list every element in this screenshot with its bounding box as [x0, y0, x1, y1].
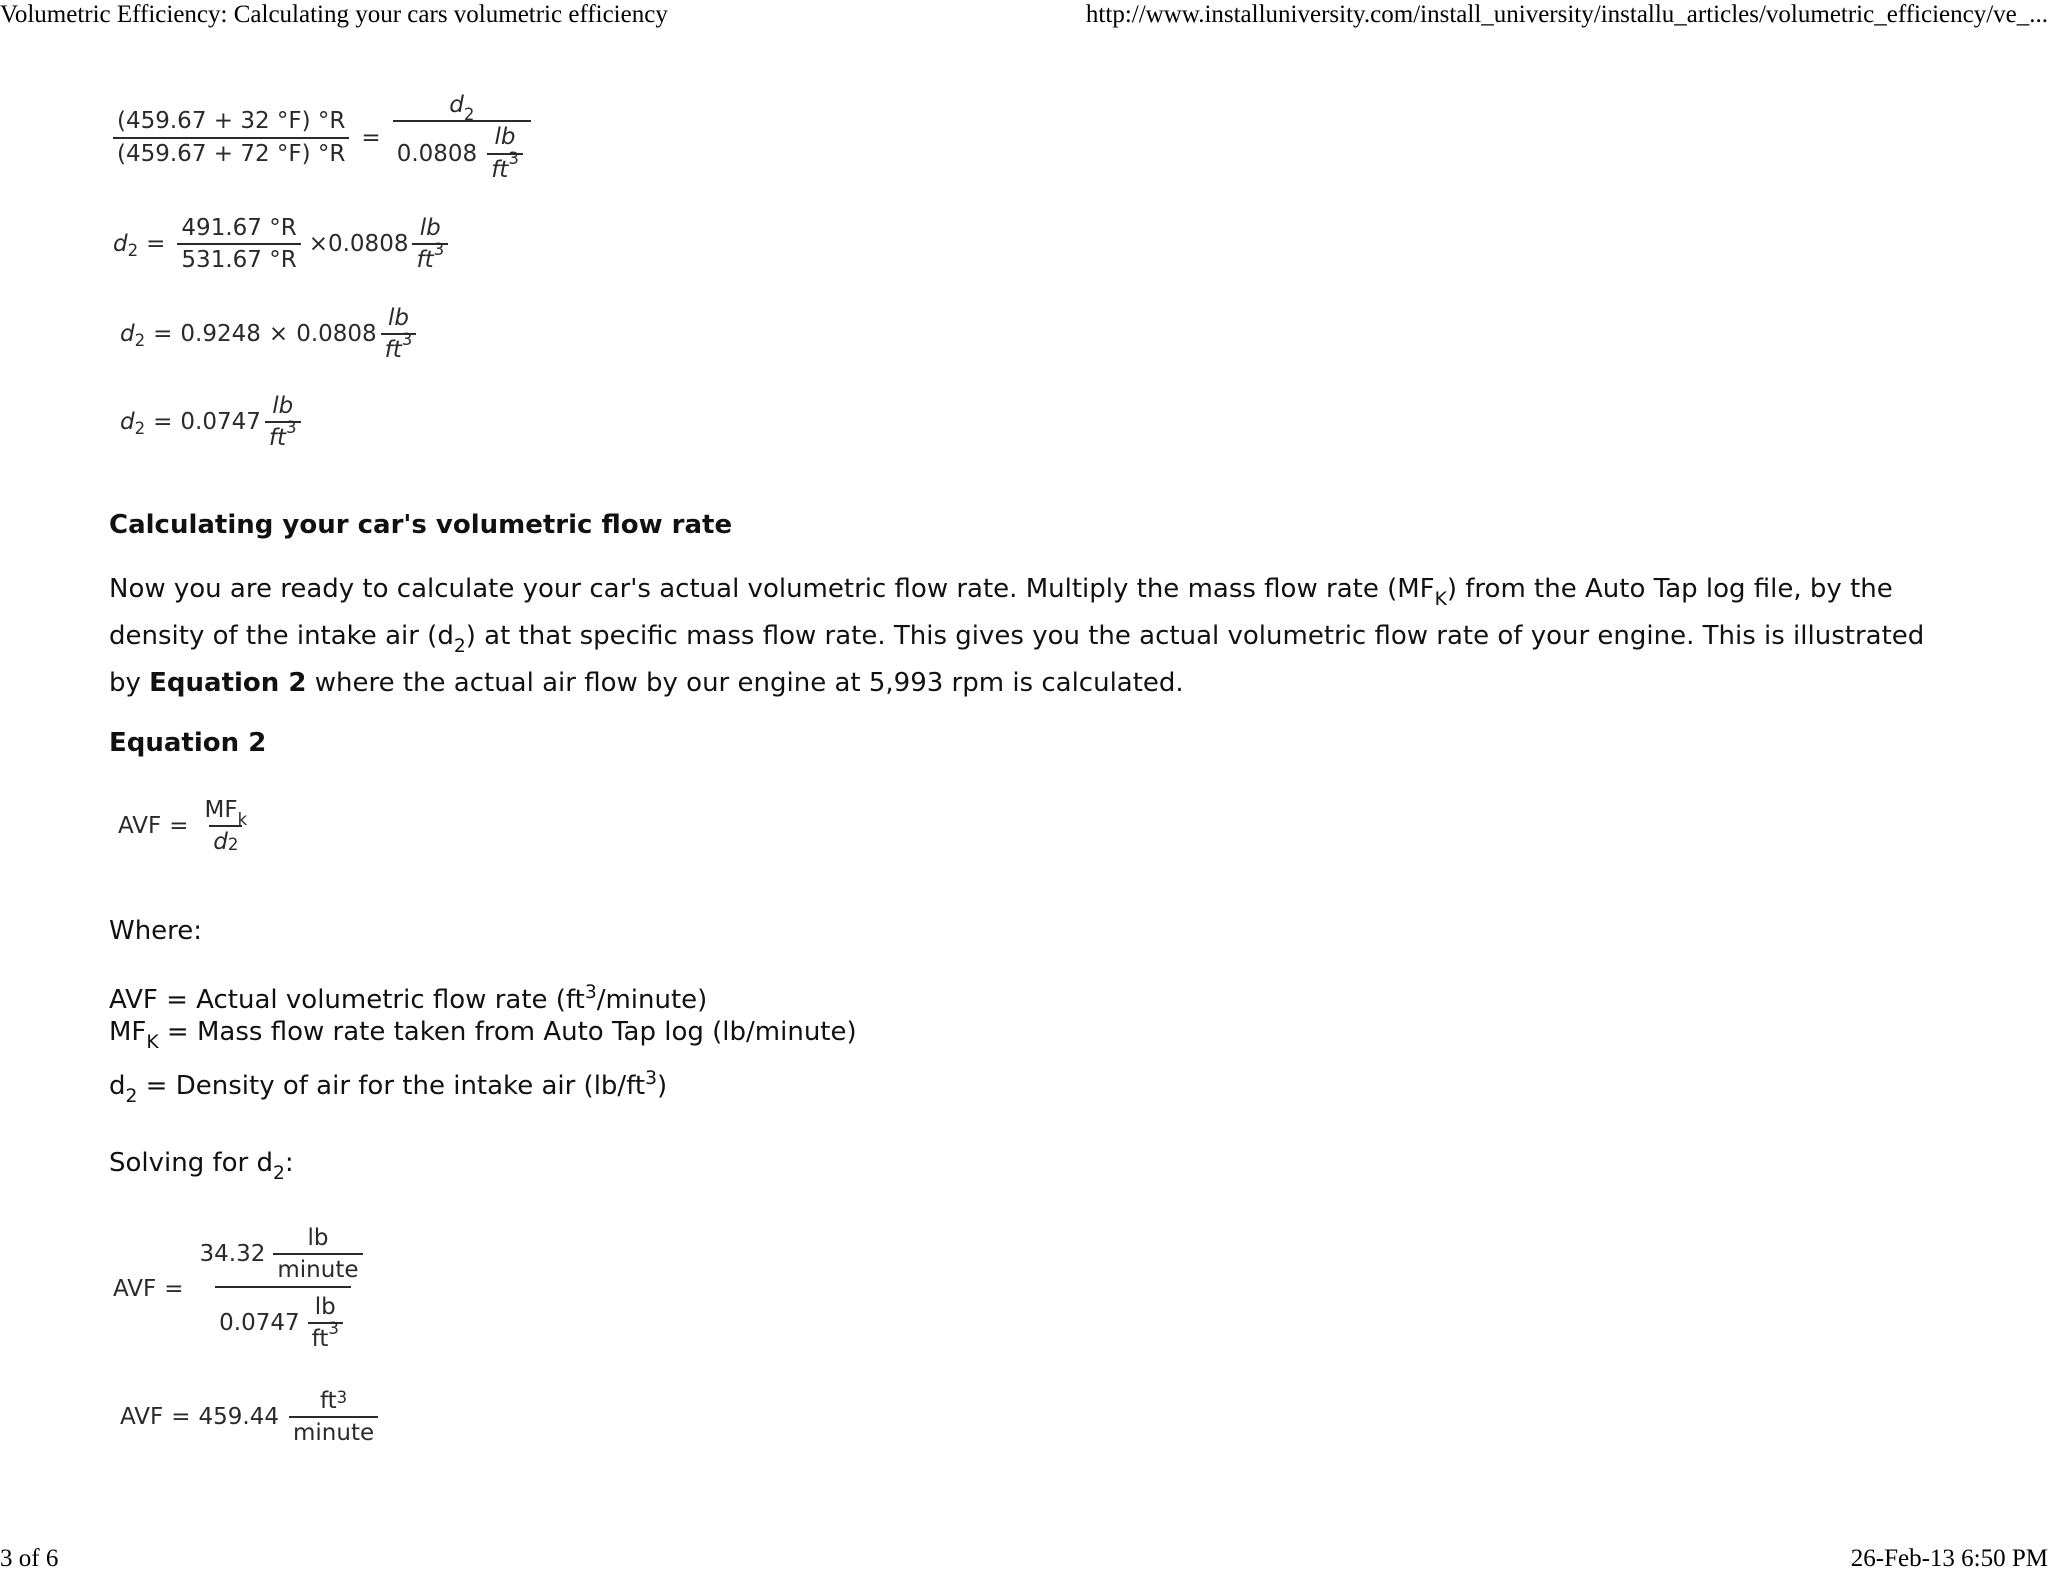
equation-reference: Equation 2: [149, 668, 307, 698]
variable-d: d: [113, 231, 128, 258]
value-a: 0.9248: [180, 321, 261, 348]
avf-value: 459.44: [198, 1404, 279, 1431]
print-footer-datetime: 26-Feb-13 6:50 PM: [1850, 1545, 2048, 1572]
unit-fraction: [308, 1294, 343, 1353]
avf-fraction: [201, 797, 252, 856]
value-b: 0.0808: [296, 321, 377, 348]
label-text: Solving for d: [109, 1148, 274, 1178]
section-heading: Calculating your car's volumetric flow rate: [109, 510, 733, 540]
equation-d2-ratio: [113, 215, 452, 274]
density-value: 0.0808: [396, 140, 478, 167]
unit-fraction: [412, 215, 448, 274]
equation-d2-result: [120, 393, 305, 452]
unit-fraction: [265, 393, 301, 452]
unit-denominator: [381, 330, 417, 364]
subscript: 2: [125, 1086, 138, 1108]
definition-d2: [109, 1067, 668, 1108]
def-text: MF: [109, 1017, 147, 1047]
def-text: d: [109, 1071, 126, 1101]
denominator: (459.67 + 72 °F) °R: [113, 137, 349, 167]
numerator: [196, 1225, 371, 1286]
numerator: (459.67 + 32 °F) °R: [117, 108, 346, 135]
numerator: [201, 797, 252, 830]
exponent: 3: [508, 149, 519, 169]
superscript: 3: [584, 981, 597, 1003]
def-text: ): [657, 1071, 668, 1101]
equals-sign: =: [164, 1275, 184, 1302]
equation-avf-result: [120, 1388, 382, 1447]
print-footer-page: 3 of 6: [0, 1545, 59, 1572]
unit-lb: lb: [272, 393, 294, 419]
subscript: 2: [227, 835, 239, 855]
section-paragraph: [109, 567, 1939, 706]
print-header-title: Volumetric Efficiency: Calculating your cars volumetric efficiency: [0, 1, 668, 28]
temperature-fraction: [177, 215, 300, 274]
temperature-ratio-fraction: [113, 108, 349, 167]
para-text: Now you are ready to calculate your car's actual volumetric flow rate. Multiply the mass flow rate (MF: [109, 574, 1435, 604]
equals-sign: =: [171, 1404, 191, 1431]
avf-label: AVF: [118, 813, 162, 840]
variable-d: d: [213, 829, 228, 856]
def-text: AVF = Actual volumetric flow rate (ft: [109, 985, 585, 1015]
subscript: 2: [134, 330, 146, 350]
denominator: [215, 1286, 351, 1353]
equation-d2-product: [120, 305, 420, 364]
unit-minute: minute: [289, 1416, 378, 1446]
unit-ft: ft: [268, 425, 287, 452]
def-text: = Density of air for the intake air (lb/ft: [137, 1071, 646, 1101]
times-sign: ×: [308, 231, 328, 258]
equals-sign: =: [153, 409, 173, 436]
unit-lb: lb: [494, 124, 516, 151]
density-fraction: [393, 92, 531, 183]
numerator: [445, 92, 478, 125]
denominator: [393, 120, 531, 183]
value: 0.0808: [327, 231, 409, 258]
subscript: K: [1434, 589, 1447, 611]
exponent: 3: [286, 418, 297, 437]
solving-label: [109, 1148, 294, 1185]
unit-denominator: [487, 149, 523, 183]
denominator: 531.67 °R: [177, 243, 300, 273]
definition-mfk: [109, 1017, 857, 1054]
unit-ft3: [316, 1388, 351, 1416]
density-value: 0.0747: [219, 1310, 300, 1337]
equation-avf-definition: [118, 797, 255, 856]
subscript: 2: [273, 1163, 285, 1185]
para-text: ) from the Auto Tap log file, by the density of the intake air (d: [109, 574, 1893, 651]
where-label: Where:: [109, 916, 203, 946]
label-text: :: [284, 1148, 294, 1178]
equals-sign: =: [169, 813, 189, 840]
subscript: K: [146, 1032, 159, 1054]
unit-ft: ft: [319, 1388, 337, 1414]
equals-sign: =: [361, 124, 381, 151]
subscript: 2: [463, 105, 475, 125]
equals-sign: =: [146, 231, 166, 258]
equation-density-ratio: [109, 92, 535, 183]
variable-d: d: [120, 409, 135, 436]
para-text: where the actual air flow by our engine at 5,993 rpm is calculated.: [306, 668, 1184, 698]
unit-lb: lb: [314, 1293, 336, 1320]
value: 0.0747: [180, 409, 261, 436]
unit-fraction: [381, 305, 417, 364]
exponent: 3: [433, 240, 445, 259]
equals-sign: =: [153, 321, 173, 348]
unit-ft: ft: [311, 1326, 329, 1353]
def-text: /minute): [596, 985, 708, 1015]
numerator: 491.67 °R: [181, 215, 297, 241]
mass-flow-value: 34.32: [199, 1241, 266, 1268]
unit-fraction: [289, 1388, 378, 1447]
equation-heading: Equation 2: [109, 728, 267, 758]
unit-ft: ft: [384, 337, 402, 364]
exponent: 3: [336, 1387, 348, 1407]
avf-label: AVF: [113, 1275, 157, 1302]
print-header-url: http://www.installuniversity.com/install_university/installu_articles/volumetric_efficiency/ve_...: [1085, 1, 2048, 28]
def-text: = Mass flow rate taken from Auto Tap log (lb/minute): [158, 1017, 857, 1047]
unit-lb: lb: [307, 1225, 329, 1251]
unit-ft: ft: [416, 247, 434, 274]
definition-avf: [109, 981, 708, 1015]
para-text: ) at that specific mass flow rate. This gives you the actual volumetric flow rate of your engine. This is illustrated by: [109, 621, 1925, 698]
subscript: 2: [453, 636, 466, 658]
subscript: k: [237, 810, 248, 830]
times-sign: ×: [268, 321, 289, 348]
exponent: 3: [401, 330, 413, 349]
equation-avf-substituted: [113, 1225, 375, 1353]
unit-lb: lb: [419, 215, 441, 241]
variable-d: d: [449, 92, 464, 118]
unit-ft3: [308, 1318, 343, 1353]
unit-fraction: [273, 1225, 362, 1284]
avf-label: AVF: [120, 1404, 164, 1431]
unit-lb: lb: [388, 305, 409, 331]
unit-denominator: [265, 418, 301, 452]
exponent: 3: [328, 1318, 339, 1338]
compound-fraction: [196, 1225, 371, 1353]
superscript: 3: [645, 1067, 657, 1089]
variable-d: d: [120, 321, 135, 348]
unit-fraction: [487, 124, 523, 183]
unit-denominator: [412, 240, 448, 274]
unit-ft: ft: [491, 156, 509, 183]
subscript: 2: [127, 240, 139, 260]
mass-flow: MF: [204, 797, 238, 823]
unit-minute: minute: [273, 1253, 362, 1283]
subscript: 2: [134, 418, 146, 438]
denominator: [209, 825, 242, 855]
